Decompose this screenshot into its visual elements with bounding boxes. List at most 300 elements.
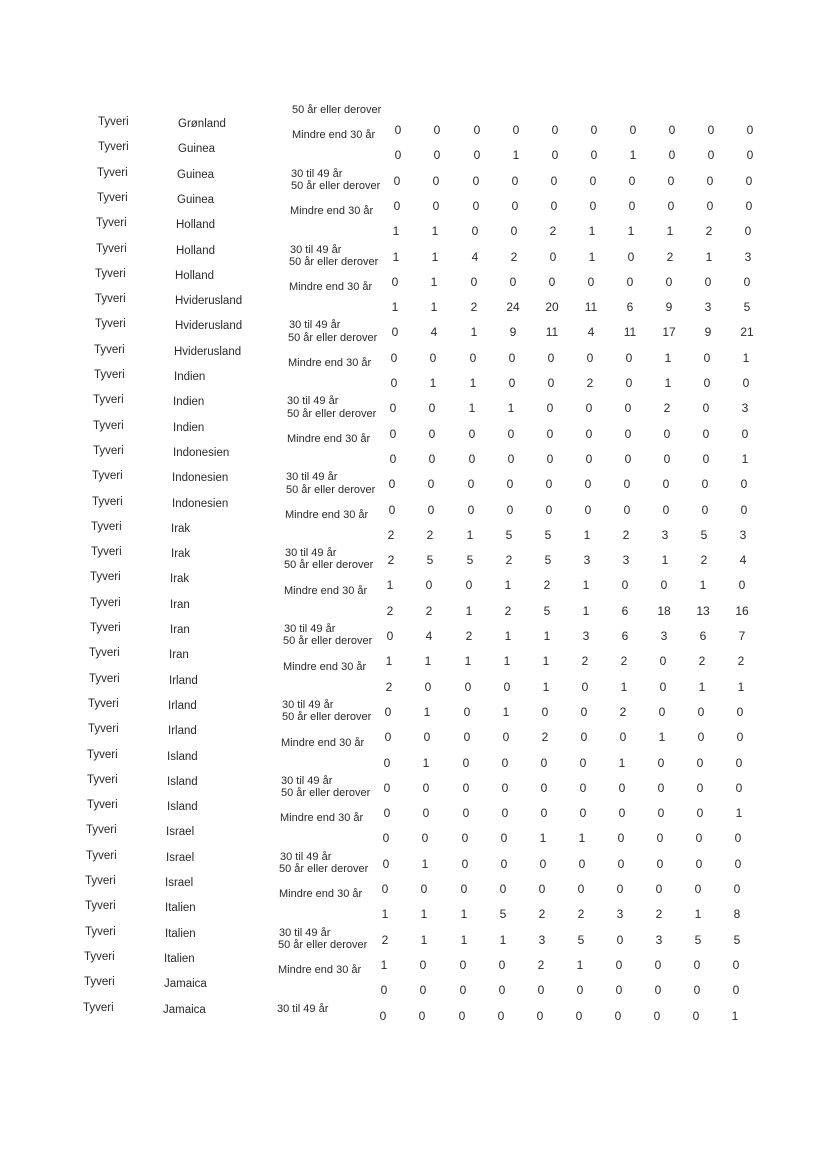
value-cell: 0 xyxy=(469,350,477,365)
value-cell: 0 xyxy=(459,983,467,998)
value-cell: 5 xyxy=(543,603,551,618)
value-cell: 0 xyxy=(511,173,519,188)
crime-type-cell: Tyveri xyxy=(92,495,123,508)
table-row xyxy=(0,863,828,899)
table-row xyxy=(0,255,828,292)
value-cell: 0 xyxy=(656,856,664,871)
value-cell: 0 xyxy=(579,755,587,770)
value-cell: 6 xyxy=(621,629,629,643)
value-cell: 2 xyxy=(504,603,512,618)
value-cell: 0 xyxy=(743,274,751,289)
value-cell: 3 xyxy=(704,300,712,315)
country-cell: Irak xyxy=(170,573,190,586)
value-cell: 0 xyxy=(742,376,750,390)
value-cell: 0 xyxy=(389,426,397,441)
value-cell: 0 xyxy=(745,198,753,213)
age-group-cell: 30 til 49 år xyxy=(282,698,334,711)
country-cell: Italien xyxy=(164,952,195,965)
value-cell: 0 xyxy=(736,730,744,745)
value-cell: 0 xyxy=(422,806,430,821)
value-cell: 1 xyxy=(731,1008,739,1023)
value-cell: 0 xyxy=(706,173,714,188)
value-cell: 0 xyxy=(701,502,709,517)
value-cell: 2 xyxy=(538,907,546,922)
table-row xyxy=(0,787,828,823)
value-cell: 1 xyxy=(465,603,473,618)
value-cell: 0 xyxy=(626,274,634,289)
value-cell: 2 xyxy=(465,629,473,643)
table-row xyxy=(0,357,828,393)
value-cell: 0 xyxy=(461,831,469,846)
value-cell: 0 xyxy=(389,401,397,416)
value-cell: 0 xyxy=(394,123,402,137)
value-cell: 0 xyxy=(473,123,481,137)
age-group-cell: Mindre end 30 år xyxy=(278,964,362,977)
value-cell: 0 xyxy=(580,730,588,745)
age-group-cell: 30 til 49 år xyxy=(285,547,337,560)
value-cell: 1 xyxy=(582,578,590,593)
crime-type-cell: Tyveri xyxy=(89,672,120,685)
value-cell: 1 xyxy=(431,224,439,239)
value-cell: 0 xyxy=(419,957,427,972)
value-cell: 0 xyxy=(621,578,629,593)
crime-type-cell: Tyveri xyxy=(85,925,116,938)
crime-type-cell: Tyveri xyxy=(85,900,116,913)
value-cell: 0 xyxy=(617,831,625,846)
table-row xyxy=(0,660,828,697)
country-cell: Grønland xyxy=(178,118,226,130)
table-row xyxy=(0,179,828,216)
value-cell: 0 xyxy=(382,831,390,846)
value-cell: 0 xyxy=(500,856,508,871)
value-cell: 0 xyxy=(383,780,391,795)
value-cell: 5 xyxy=(505,527,513,542)
value-cell: 0 xyxy=(389,451,397,466)
value-cell: 2 xyxy=(425,603,433,618)
value-cell: 4 xyxy=(471,249,479,264)
age-group-cell: 30 til 49 år xyxy=(280,850,332,863)
value-cell: 0 xyxy=(585,426,593,441)
value-cell: 2 xyxy=(426,527,434,542)
value-cell: 0 xyxy=(624,451,632,466)
value-cell: 0 xyxy=(459,957,467,972)
value-cell: 0 xyxy=(471,224,479,239)
age-group-cell: 30 til 49 år xyxy=(286,471,338,484)
value-cell: 0 xyxy=(575,1008,583,1023)
country-cell: Indien xyxy=(173,421,205,434)
value-cell: 0 xyxy=(498,957,506,972)
value-cell: 1 xyxy=(664,350,672,365)
value-cell: 0 xyxy=(537,983,545,998)
country-cell: Guinea xyxy=(178,143,216,156)
age-group-cell: 30 til 49 år xyxy=(281,774,333,787)
value-cell: 0 xyxy=(615,957,623,972)
value-cell: 0 xyxy=(618,806,626,821)
value-cell: 1 xyxy=(735,806,743,821)
table-row xyxy=(0,848,828,874)
value-cell: 0 xyxy=(696,755,704,770)
value-cell: 3 xyxy=(741,401,749,416)
age-group-cell: Mindre end 30 år xyxy=(280,812,364,825)
value-cell: 0 xyxy=(536,1008,544,1023)
value-cell: 18 xyxy=(657,603,671,618)
crime-type-cell: Tyveri xyxy=(89,647,120,660)
value-cell: 0 xyxy=(615,983,623,998)
value-cell: 1 xyxy=(499,932,507,947)
value-cell: 0 xyxy=(577,882,585,896)
crime-type-cell: Tyveri xyxy=(93,444,124,457)
crime-type-cell: Tyveri xyxy=(92,470,123,483)
value-cell: 0 xyxy=(384,704,392,719)
crime-type-cell: Tyveri xyxy=(88,697,119,710)
value-cell: 0 xyxy=(433,123,441,137)
value-cell: 0 xyxy=(702,426,710,441)
value-cell: 1 xyxy=(666,224,674,239)
value-cell: 0 xyxy=(470,274,478,289)
age-group-cell: 50 år eller derover xyxy=(278,938,368,951)
value-cell: 0 xyxy=(384,730,392,745)
value-cell: 0 xyxy=(541,704,549,719)
value-cell: 0 xyxy=(693,957,701,972)
value-cell: 0 xyxy=(383,806,391,821)
value-cell: 2 xyxy=(549,224,557,239)
value-cell: 11 xyxy=(545,325,559,340)
value-cell: 6 xyxy=(621,603,629,618)
value-cell: 0 xyxy=(734,856,742,871)
value-cell: 0 xyxy=(420,882,428,896)
table-row xyxy=(0,468,828,494)
age-group-cell: 50 år eller derover xyxy=(291,179,381,192)
value-cell: 0 xyxy=(550,173,558,188)
value-cell: 0 xyxy=(540,780,548,795)
value-cell: 2 xyxy=(586,376,594,390)
value-cell: 0 xyxy=(736,704,744,719)
value-cell: 0 xyxy=(616,882,624,896)
value-cell: 0 xyxy=(590,148,598,163)
value-cell: 3 xyxy=(655,932,663,947)
value-cell: 0 xyxy=(380,983,388,998)
value-cell: 1 xyxy=(391,300,399,315)
value-cell: 0 xyxy=(740,502,748,517)
value-cell: 2 xyxy=(622,527,630,542)
value-cell: 1 xyxy=(588,249,596,264)
value-cell: 2 xyxy=(537,957,545,972)
table-row xyxy=(0,938,828,975)
value-cell: 9 xyxy=(509,325,517,340)
crime-type-cell: Tyveri xyxy=(94,343,125,356)
value-cell: 0 xyxy=(468,426,476,441)
value-cell: 1 xyxy=(460,907,468,922)
value-cell: 0 xyxy=(379,1008,387,1023)
value-cell: 0 xyxy=(702,451,710,466)
table-row xyxy=(0,620,828,646)
value-cell: 0 xyxy=(498,983,506,998)
value-cell: 0 xyxy=(654,983,662,998)
value-cell: 0 xyxy=(579,780,587,795)
table-row xyxy=(0,281,828,317)
value-cell: 0 xyxy=(693,983,701,998)
table-row xyxy=(0,544,828,570)
country-cell: Hviderusland xyxy=(175,295,243,308)
value-cell: 2 xyxy=(619,704,627,719)
value-cell: 0 xyxy=(740,477,748,492)
country-cell: Hviderusland xyxy=(175,320,243,333)
value-cell: 3 xyxy=(739,527,747,542)
value-cell: 2 xyxy=(705,224,713,239)
country-cell: Italien xyxy=(165,902,196,915)
value-cell: 0 xyxy=(425,578,433,593)
value-cell: 0 xyxy=(659,679,667,694)
value-cell: 1 xyxy=(423,704,431,719)
value-cell: 0 xyxy=(702,401,710,416)
value-cell: 0 xyxy=(388,477,396,492)
value-cell: 0 xyxy=(660,578,668,593)
value-cell: 0 xyxy=(584,477,592,492)
value-cell: 2 xyxy=(385,679,393,694)
value-cell: 0 xyxy=(473,148,481,163)
table-row xyxy=(0,888,828,924)
value-cell: 2 xyxy=(543,578,551,593)
country-cell: Island xyxy=(167,801,198,814)
value-cell: 0 xyxy=(590,123,598,137)
value-cell: 1 xyxy=(694,907,702,922)
value-cell: 0 xyxy=(580,704,588,719)
value-cell: 0 xyxy=(697,730,705,745)
country-cell: Guinea xyxy=(177,193,215,206)
value-cell: 3 xyxy=(661,527,669,542)
age-group-cell: 50 år eller derover xyxy=(282,711,372,724)
value-cell: 1 xyxy=(466,527,474,542)
country-cell: Holland xyxy=(175,269,214,282)
table-row xyxy=(0,1000,828,1026)
value-cell: 2 xyxy=(387,527,395,542)
value-cell: 9 xyxy=(704,325,712,340)
table-row xyxy=(0,559,828,595)
table-row xyxy=(0,483,828,520)
value-cell: 0 xyxy=(462,755,470,770)
age-group-cell: 30 til 49 år xyxy=(289,319,341,332)
value-cell: 1 xyxy=(392,249,400,264)
crime-type-cell: Tyveri xyxy=(96,242,127,255)
country-cell: Iran xyxy=(170,598,190,611)
value-cell: 0 xyxy=(696,780,704,795)
value-cell: 1 xyxy=(422,755,430,770)
value-cell: 1 xyxy=(620,679,628,694)
table-row xyxy=(0,736,828,773)
crime-type-cell: Tyveri xyxy=(95,318,126,331)
value-cell: 0 xyxy=(419,983,427,998)
value-cell: 1 xyxy=(705,249,713,264)
value-cell: 0 xyxy=(472,173,480,188)
value-cell: 0 xyxy=(545,477,553,492)
value-cell: 1 xyxy=(627,224,635,239)
value-cell: 0 xyxy=(424,679,432,694)
value-cell: 1 xyxy=(470,325,478,340)
age-group-cell: 50 år eller derover xyxy=(279,863,369,875)
table-row xyxy=(0,964,828,1000)
value-cell: 1 xyxy=(430,300,438,315)
value-cell: 1 xyxy=(502,704,510,719)
value-cell: 2 xyxy=(386,603,394,618)
value-cell: 0 xyxy=(695,831,703,846)
value-cell: 5 xyxy=(694,932,702,947)
value-cell: 1 xyxy=(504,629,512,643)
value-cell: 2 xyxy=(381,932,389,947)
value-cell: 0 xyxy=(746,148,754,163)
value-cell: 0 xyxy=(587,274,595,289)
value-cell: 0 xyxy=(540,755,548,770)
value-cell: 2 xyxy=(655,907,663,922)
crime-type-cell: Tyveri xyxy=(86,849,117,862)
country-cell: Israel xyxy=(165,877,194,889)
crime-type-cell: Tyveri xyxy=(90,622,121,634)
value-cell: 0 xyxy=(692,1008,700,1023)
value-cell: 0 xyxy=(463,730,471,745)
value-cell: 0 xyxy=(539,856,547,871)
value-cell: 2 xyxy=(663,401,671,416)
value-cell: 0 xyxy=(665,274,673,289)
value-cell: 0 xyxy=(657,780,665,795)
value-cell: 0 xyxy=(616,932,624,947)
value-cell: 0 xyxy=(585,451,593,466)
value-cell: 0 xyxy=(578,856,586,871)
value-cell: 0 xyxy=(423,730,431,745)
value-cell: 1 xyxy=(583,527,591,542)
value-cell: 1 xyxy=(578,831,586,846)
value-cell: 0 xyxy=(735,780,743,795)
country-cell: Holland xyxy=(176,219,215,232)
age-group-cell: 50 år eller derover xyxy=(281,787,371,800)
value-cell: 0 xyxy=(628,173,636,188)
age-group-cell: 50 år eller derover xyxy=(283,635,373,648)
table-row xyxy=(0,316,828,342)
value-cell: 0 xyxy=(701,477,709,492)
value-cell: 1 xyxy=(512,148,520,163)
crime-type-cell: Tyveri xyxy=(97,166,128,179)
value-cell: 0 xyxy=(744,224,752,239)
value-cell: 0 xyxy=(581,679,589,694)
value-cell: 0 xyxy=(707,148,715,163)
crime-type-cell: Tyveri xyxy=(83,1001,114,1014)
age-group-cell: 30 til 49 år xyxy=(290,243,342,256)
value-cell: 0 xyxy=(428,401,436,416)
crime-type-cell: Tyveri xyxy=(87,748,118,761)
table-row xyxy=(0,584,828,621)
value-cell: 0 xyxy=(501,806,509,821)
value-cell: 1 xyxy=(424,654,432,669)
value-cell: 3 xyxy=(660,629,668,643)
crime-type-cell: Tyveri xyxy=(90,596,121,609)
value-cell: 2 xyxy=(470,300,478,315)
value-cell: 0 xyxy=(394,148,402,163)
crime-type-cell: Tyveri xyxy=(94,369,125,381)
value-cell: 0 xyxy=(629,123,637,137)
value-cell: 1 xyxy=(698,679,706,694)
age-group-cell: 50 år eller derover xyxy=(292,104,382,116)
value-cell: 21 xyxy=(740,325,754,340)
value-cell: 1 xyxy=(741,451,749,466)
crime-type-cell: Tyveri xyxy=(86,824,117,837)
value-cell: 1 xyxy=(582,603,590,618)
value-cell: 1 xyxy=(381,907,389,922)
value-cell: 0 xyxy=(667,198,675,213)
value-cell: 2 xyxy=(510,249,518,264)
value-cell: 0 xyxy=(500,831,508,846)
value-cell: 0 xyxy=(547,376,555,390)
value-cell: 0 xyxy=(393,198,401,213)
value-cell: 0 xyxy=(654,957,662,972)
value-cell: 1 xyxy=(386,578,394,593)
crime-type-cell: Tyveri xyxy=(91,520,122,533)
value-cell: 4 xyxy=(430,325,438,340)
value-cell: 0 xyxy=(429,350,437,365)
value-cell: 11 xyxy=(623,325,637,340)
value-cell: 0 xyxy=(462,806,470,821)
value-cell: 0 xyxy=(540,806,548,821)
value-cell: 0 xyxy=(548,274,556,289)
value-cell: 0 xyxy=(703,376,711,390)
country-cell: Indien xyxy=(174,371,206,383)
value-cell: 1 xyxy=(618,755,626,770)
value-cell: 0 xyxy=(586,350,594,365)
table-row xyxy=(0,165,828,191)
value-cell: 3 xyxy=(583,553,591,568)
value-cell: 0 xyxy=(381,882,389,896)
age-group-cell: 30 til 49 år xyxy=(277,1002,329,1015)
table-row xyxy=(0,129,828,165)
value-cell: 0 xyxy=(656,831,664,846)
value-cell: 1 xyxy=(421,856,429,871)
value-cell: 0 xyxy=(546,451,554,466)
value-cell: 0 xyxy=(393,173,401,188)
value-cell: 0 xyxy=(614,1008,622,1023)
value-cell: 0 xyxy=(623,477,631,492)
value-cell: 0 xyxy=(506,477,514,492)
value-cell: 2 xyxy=(698,654,706,669)
value-cell: 0 xyxy=(502,730,510,745)
age-group-cell: 30 til 49 år xyxy=(279,926,331,939)
value-cell: 2 xyxy=(577,907,585,922)
value-cell: 0 xyxy=(418,1008,426,1023)
crime-type-cell: Tyveri xyxy=(97,191,128,204)
value-cell: 0 xyxy=(576,983,584,998)
value-cell: 0 xyxy=(655,882,663,896)
value-cell: 3 xyxy=(616,907,624,922)
table-row xyxy=(0,635,828,671)
value-cell: 2 xyxy=(541,730,549,745)
value-cell: 0 xyxy=(546,401,554,416)
table-row xyxy=(0,432,828,469)
value-cell: 0 xyxy=(465,578,473,593)
value-cell: 0 xyxy=(617,856,625,871)
value-cell: 3 xyxy=(582,629,590,643)
value-cell: 0 xyxy=(506,502,514,517)
value-cell: 0 xyxy=(624,426,632,441)
country-cell: Hviderusland xyxy=(174,345,242,358)
table-row xyxy=(0,696,828,722)
value-cell: 0 xyxy=(589,198,597,213)
value-cell: 0 xyxy=(628,198,636,213)
value-cell: 0 xyxy=(663,451,671,466)
value-cell: 1 xyxy=(420,932,428,947)
value-cell: 0 xyxy=(623,502,631,517)
table-row xyxy=(0,104,828,140)
crime-type-cell: Tyveri xyxy=(95,293,126,306)
table-row xyxy=(0,241,828,267)
value-cell: 0 xyxy=(463,704,471,719)
value-cell: 16 xyxy=(735,603,749,618)
value-cell: 0 xyxy=(732,983,740,998)
